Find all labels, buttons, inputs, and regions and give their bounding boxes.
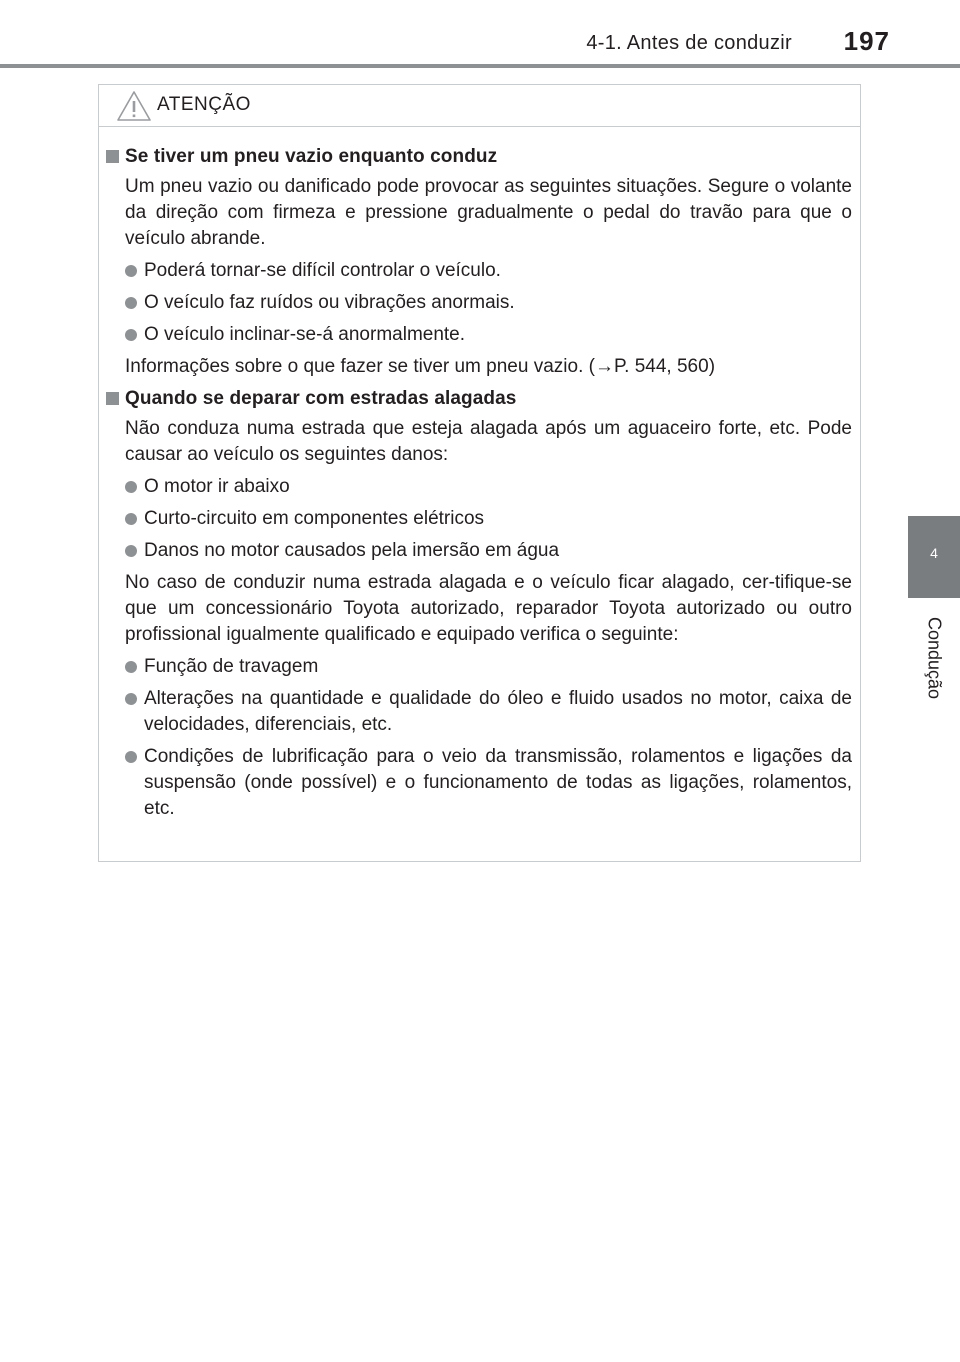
caution-box	[98, 84, 861, 862]
circle-bullet-icon	[125, 545, 137, 557]
circle-bullet-icon	[125, 329, 137, 341]
circle-bullet-icon	[125, 661, 137, 673]
list-item: Poderá tornar-se difícil controlar o veículo.	[106, 258, 852, 284]
list-item: Alterações na quantidade e qualidade do óleo e fluido usados no motor, caixa de velocidades, diferenciais, etc.	[106, 686, 852, 738]
chapter-tab[interactable]: 4	[908, 516, 960, 598]
circle-bullet-icon	[125, 693, 137, 705]
list-item: O motor ir abaixo	[106, 474, 852, 500]
caution-content	[106, 144, 852, 828]
circle-bullet-icon	[125, 481, 137, 493]
paragraph: No caso de conduzir numa estrada alagada e o veículo ficar alagado, cer-tifique-se que um concessionário Toyota autorizado, reparador Toyota autorizado ou outro profissional igualmente qualificado e equipado verifica o seguinte:	[125, 572, 852, 645]
square-bullet-icon	[106, 392, 119, 405]
chapter-label: Condução	[924, 616, 945, 700]
list-item: Curto-circuito em componentes elétricos	[106, 506, 852, 532]
section-title: 4-1. Antes de conduzir	[586, 32, 792, 54]
list-item: O veículo faz ruídos ou vibrações anormais.	[106, 290, 852, 316]
circle-bullet-icon	[125, 513, 137, 525]
page-reference-note[interactable]: Informações sobre o que fazer se tiver um pneu vazio. (→P. 544, 560)	[125, 356, 716, 377]
list-item: Danos no motor causados pela imersão em água	[106, 538, 852, 564]
paragraph: Não conduza numa estrada que esteja alagada após um aguaceiro forte, etc. Pode causar ao veículo os seguintes danos:	[125, 418, 852, 465]
circle-bullet-icon	[125, 265, 137, 277]
list-item: Condições de lubrificação para o veio da transmissão, rolamentos e ligações da suspensão (onde possível) e o funcionamento de todas as ligações, rolamentos, etc.	[106, 744, 852, 822]
paragraph: Um pneu vazio ou danificado pode provocar as seguintes situações. Segure o volante da direção com firmeza e pressione gradualmente o pedal do travão para que o veículo abrande.	[125, 176, 852, 249]
warning-triangle-icon	[116, 90, 152, 122]
circle-bullet-icon	[125, 297, 137, 309]
page-number: 197	[843, 26, 890, 56]
caution-title: ATENÇÃO	[157, 94, 251, 115]
caution-header	[99, 85, 860, 127]
circle-bullet-icon	[125, 751, 137, 763]
square-bullet-icon	[106, 150, 119, 163]
header-rule	[0, 64, 960, 68]
list-item: O veículo inclinar-se-á anormalmente.	[106, 322, 852, 348]
section-heading: Se tiver um pneu vazio enquanto conduz	[106, 144, 852, 170]
section-heading: Quando se deparar com estradas alagadas	[106, 386, 852, 412]
list-item: Função de travagem	[106, 654, 852, 680]
